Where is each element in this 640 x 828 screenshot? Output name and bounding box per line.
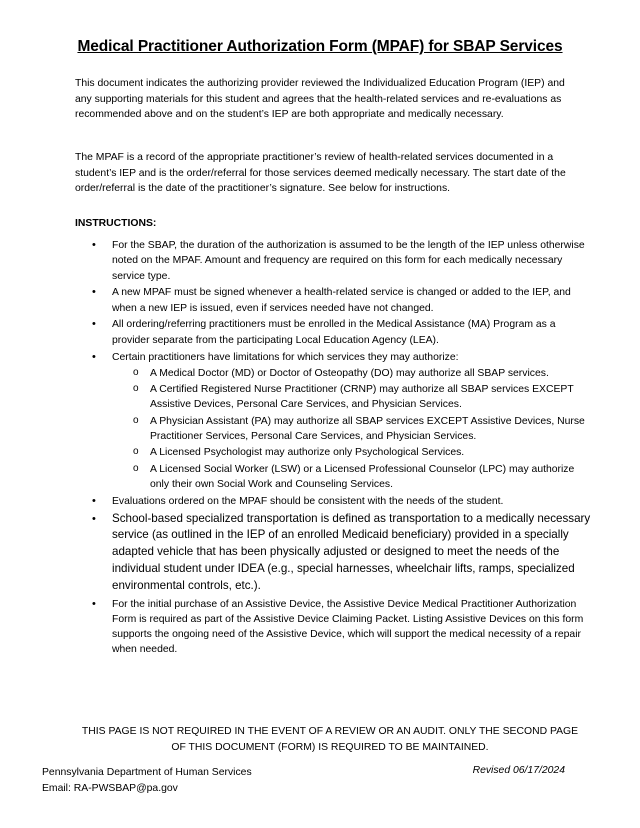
instruction-item-duration: • For the SBAP, the duration of the authorization is assumed to be the length of the IEP unless otherwise noted on the MPAF. Amount and frequency are required on this form for each medically necessary service type.: [75, 238, 595, 284]
revision-date: Revised 06/17/2024: [472, 765, 565, 776]
intro-paragraph-2: The MPAF is a record of the appropriate practitioner’s review of health-related services documented in a student’s IEP and is the order/referral for those services deemed medically necessary. The start date of the order/referral is the date of the practitioner’s signature. See below for instructions.: [75, 152, 566, 195]
footer-contact: [42, 765, 252, 796]
instruction-item-new-mpaf: • A new MPAF must be signed whenever a health-related service is changed or added to the IEP, and when a new IEP is issued, even if services needed have not changed.: [75, 285, 595, 316]
page-title: Medical Practitioner Authorization Form (MPAF) for SBAP Services: [77, 38, 563, 55]
instruction-item-limitations: [75, 350, 595, 493]
practitioner-item-pa: o A Physician Assistant (PA) may authorize all SBAP services EXCEPT Assistive Devices, Nurse Practitioner Services, Personal Care Services, and Physician Services.: [112, 414, 595, 445]
practitioner-item-crnp: o A Certified Registered Nurse Practitioner (CRNP) may authorize all SBAP services EXCEPT Assistive Devices, Personal Care Services, and Physician Services.: [112, 382, 595, 413]
retention-note: THIS PAGE IS NOT REQUIRED IN THE EVENT OF A REVIEW OR AN AUDIT. ONLY THE SECOND PAGE OF THIS DOCUMENT (FORM) IS REQUIRED TO BE MAINTAINED.: [81, 726, 579, 753]
instruction-item-evaluations: • Evaluations ordered on the MPAF should be consistent with the needs of the student.: [75, 494, 595, 509]
practitioner-item-psychologist: o A Licensed Psychologist may authorize only Psychological Services.: [112, 445, 595, 460]
instruction-item-assistive-device: • For the initial purchase of an Assistive Device, the Assistive Device Medical Practitioner Authorization Form is required as part of the Assistive Device Claiming Packet. Listing Assistive Devices on this form supports the ongoing need of the Assistive Device, which will support the medical necessity of a repair when needed.: [75, 597, 595, 658]
instructions-heading: INSTRUCTIONS:: [75, 218, 157, 229]
contact-email: Email: RA-PWSBAP@pa.gov: [42, 782, 178, 794]
instruction-item-enrollment: • All ordering/referring practitioners must be enrolled in the Medical Assistance (MA) Program as a provider separate from the participating Local Education Agency (LEA).: [75, 317, 595, 348]
practitioner-list: [112, 366, 595, 492]
department-name: Pennsylvania Department of Human Services: [42, 767, 252, 778]
intro-paragraph-1: This document indicates the authorizing provider reviewed the Individualized Education Program (IEP) and any supporting materials for this student and agrees that the health-related services and re-evaluations as recommended above and on the student’s IEP are both appropriate and medically necessary.: [75, 78, 565, 121]
practitioner-item-md-do: o A Medical Doctor (MD) or Doctor of Osteopathy (DO) may authorize all SBAP services.: [112, 366, 595, 381]
limitations-text: Certain practitioners have limitations for which services they may authorize:: [112, 351, 459, 363]
instruction-item-transportation: • School-based specialized transportation is defined as transportation to a medically necessary service (as outlined in the IEP of an enrolled Medicaid beneficiary) provided in a specially adapted vehicle that has been physically adjusted or designed to meet the needs of the individual student under IDEA (e.g., special harnesses, wheelchair lifts, ramps, specialized environmental controls, etc.).: [75, 511, 595, 595]
practitioner-item-lsw-lpc: o A Licensed Social Worker (LSW) or a Licensed Professional Counselor (LPC) may authorize only their own Social Work and Counseling Services.: [112, 462, 595, 493]
instructions-list: [75, 238, 595, 659]
